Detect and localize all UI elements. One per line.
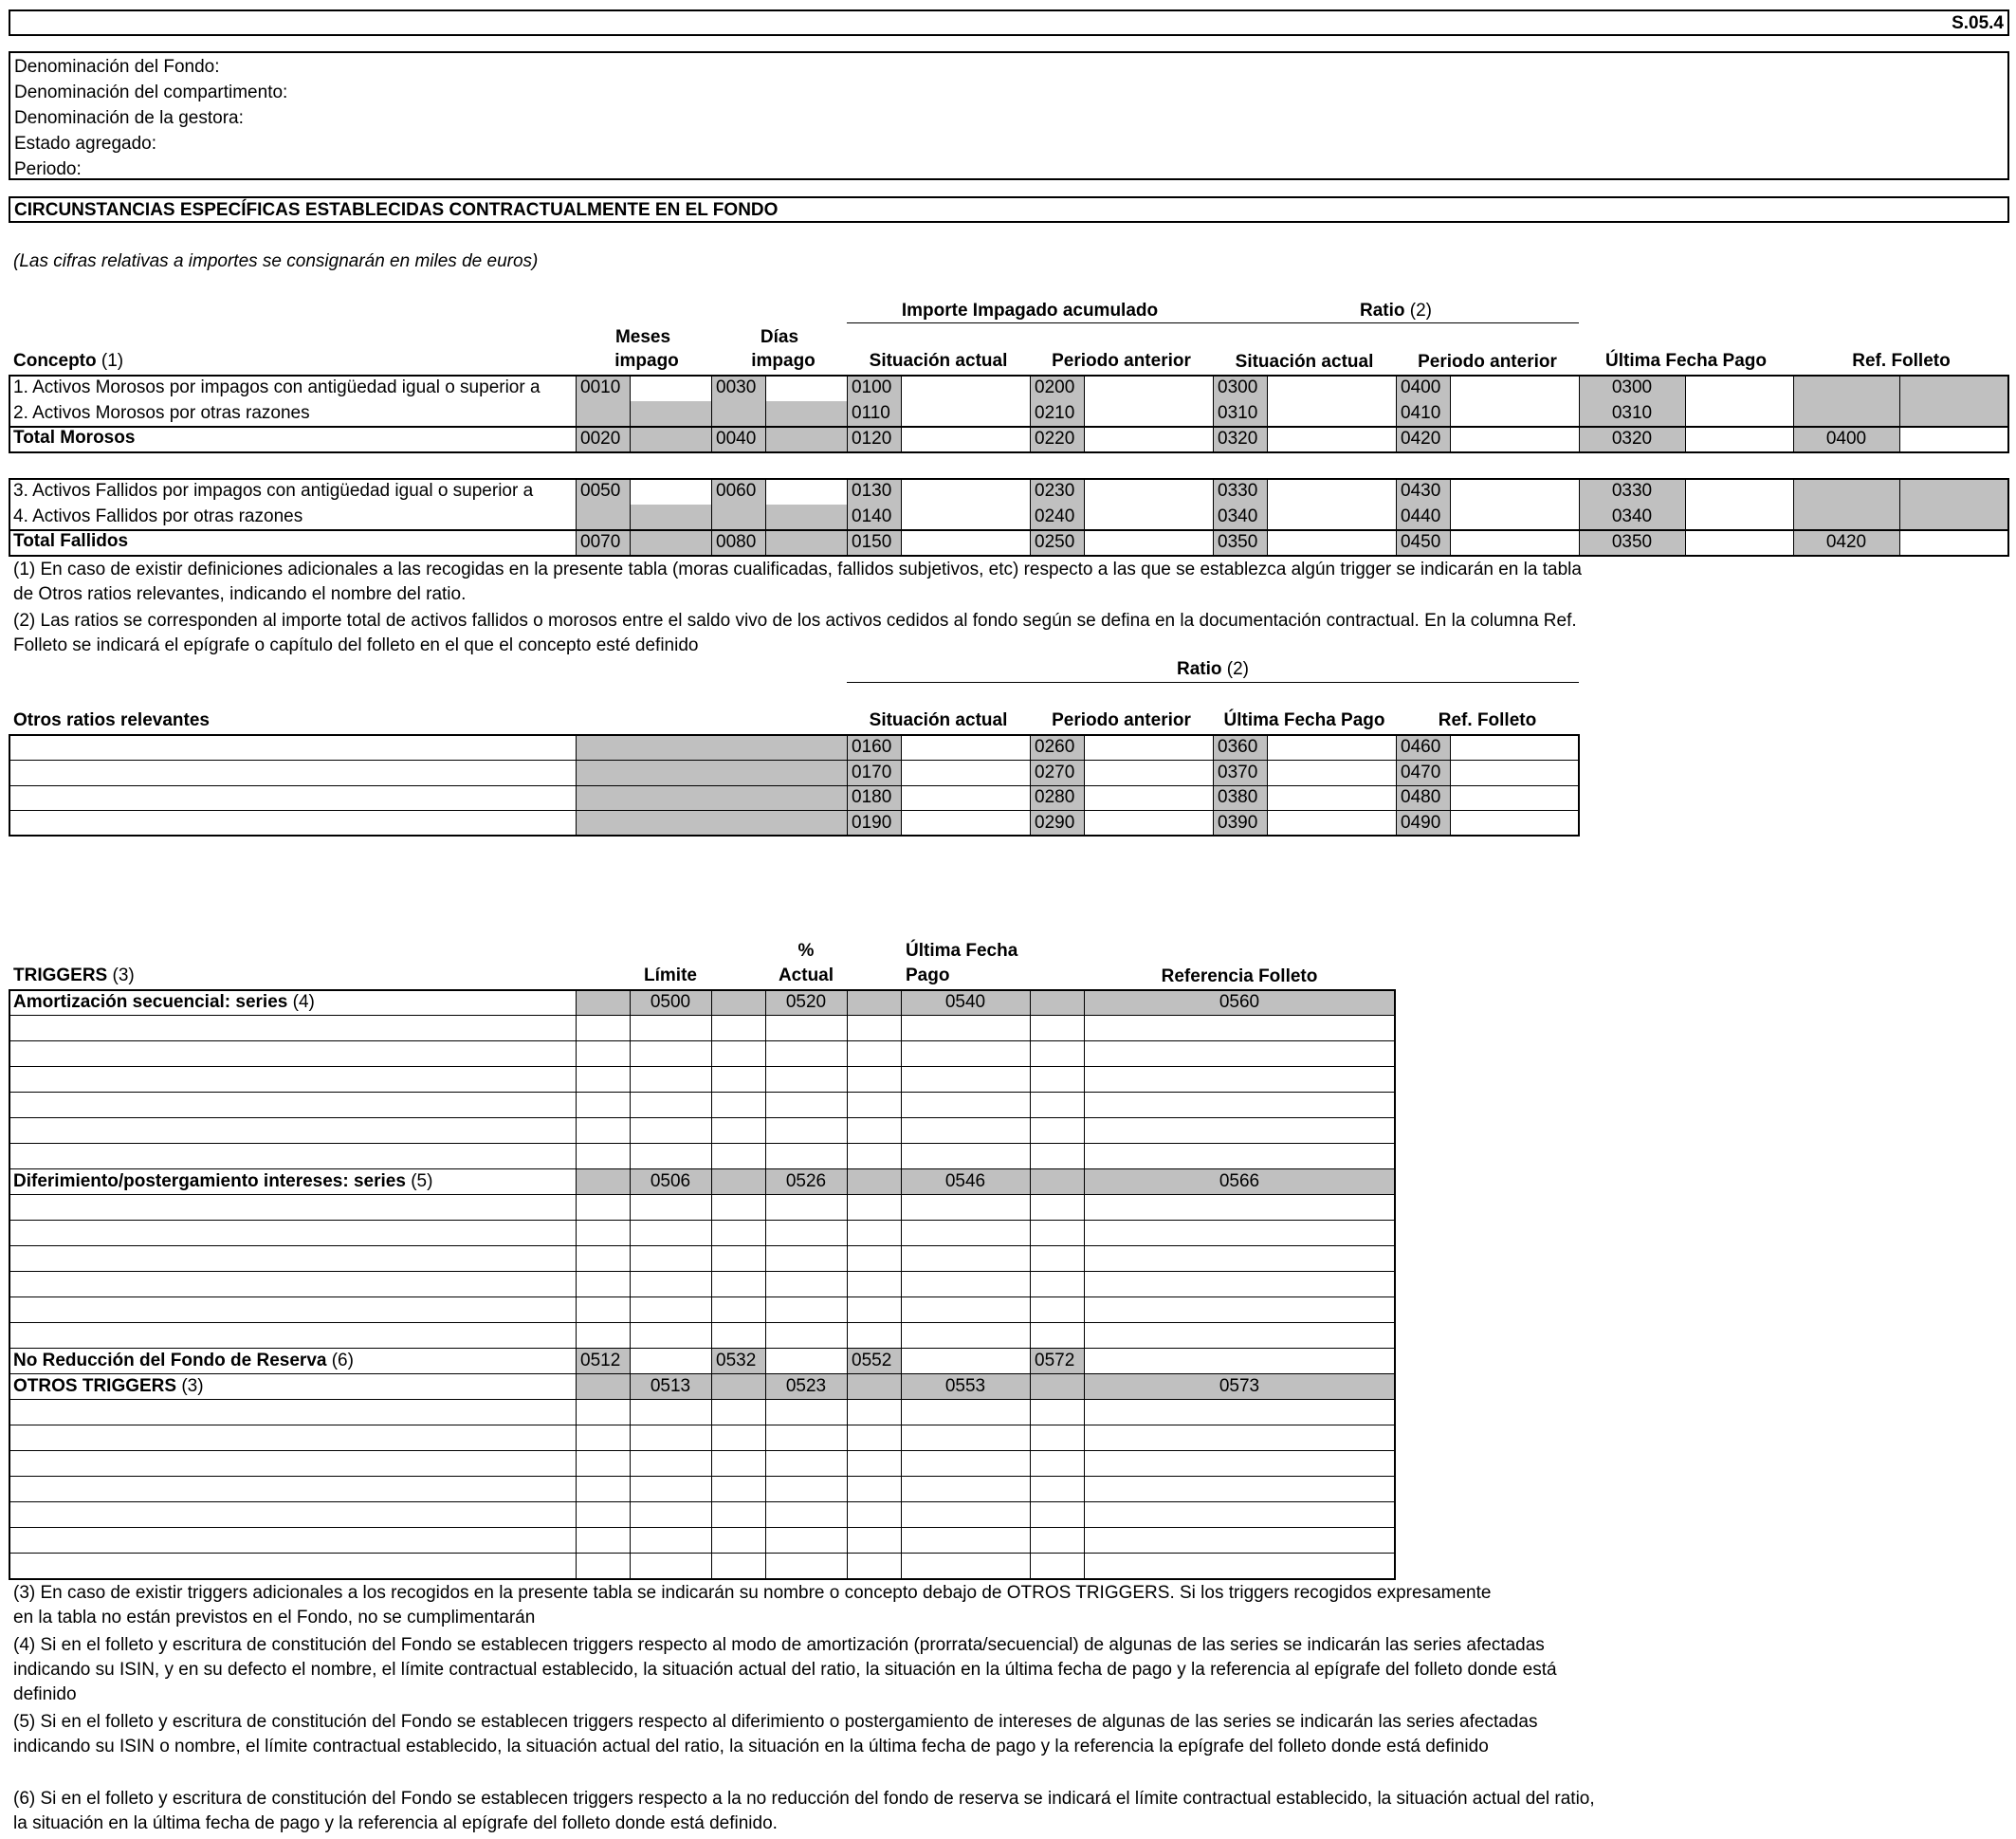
t2-code: 0270	[1035, 763, 1075, 782]
note-4: (4) Si en el folleto y escritura de constitución del Fondo se establecen triggers respecto al modo de amortización (prorrata/secuencial) de algunas de las series se indicarán las series afectadas indicando su ISIN, y en su defecto el nombre, el límite contractual establecido, la situación actual del ratio, la situación en la última fecha de pago y la referencia al epígrafe del folleto donde está definido	[13, 1635, 1557, 1704]
t1-code: 0210	[1035, 403, 1075, 423]
note-6: (6) Si en el folleto y escritura de constitución del Fondo se establecen triggers respecto a la no reducción del fondo de reserva se indicará el límite contractual establecido, la situación actual del ratio, la situación en la última fecha de pago y la referencia al epígrafe del folleto donde está definido.	[13, 1789, 1595, 1833]
form-code: S.05.4	[1952, 13, 2004, 33]
t3-code: 0520	[785, 992, 827, 1012]
t1-row-4-label: 3. Activos Fallidos por impagos con antigüedad igual o superior a	[13, 481, 534, 501]
t3-code: 0560	[1219, 992, 1260, 1012]
t3-sec-no-reduccion: No Reducción del Fondo de Reserva (6)	[13, 1351, 354, 1370]
t3-code: 0526	[785, 1171, 827, 1191]
t1-code: 0250	[1035, 532, 1075, 552]
t1-group-ratio: Ratio (2)	[1359, 301, 1432, 321]
note-3: (3) En caso de existir triggers adicionales a los recogidos en la presente tabla se indicarán su nombre o concepto debajo de OTROS TRIGGERS. Si los triggers recogidos expresamente en la tabla no están previstos en el Fondo, no se cumplimentarán	[13, 1583, 1492, 1628]
header-fields-box	[9, 51, 2009, 180]
t1-code: 0220	[1035, 429, 1075, 449]
t1-code: 0400	[1401, 377, 1441, 397]
t2-code: 0190	[852, 813, 892, 833]
t1-code: 0420	[1825, 532, 1867, 552]
t1-code: 0200	[1035, 377, 1075, 397]
t2-code: 0290	[1035, 813, 1075, 833]
t2-code: 0460	[1401, 737, 1441, 757]
t3-code: 0572	[1035, 1351, 1075, 1370]
t3-code: 0512	[580, 1351, 621, 1370]
t1-col-per-anterior-2: Periodo anterior	[1418, 352, 1557, 372]
t1-code: 0230	[1035, 481, 1075, 501]
t1-code: 0340	[1611, 506, 1653, 526]
t3-col-limite: Límite	[644, 965, 697, 985]
t3-col-ultima-2: Pago	[906, 965, 950, 985]
t3-sec-diferimiento: Diferimiento/postergamiento intereses: series (5)	[13, 1171, 433, 1191]
t1-col-ultima-fecha: Última Fecha Pago	[1605, 351, 1767, 371]
t1-col-dias-1: Días	[760, 327, 799, 347]
t1-code: 0120	[852, 429, 892, 449]
t2-group-line	[847, 682, 1579, 683]
t1-col-dias-2: impago	[751, 351, 816, 371]
t1-row-1-label: 1. Activos Morosos por impagos con antigüedad igual o superior a	[13, 377, 541, 397]
form-code-box	[9, 9, 2009, 36]
t3-code: 0566	[1219, 1171, 1260, 1191]
note-2: (2) Las ratios se corresponden al importe total de activos fallidos o morosos entre el saldo vivo de los activos cedidos al fondo según se defina en la documentación contractual. En la columna Ref. Folleto se indicará el epígrafe o capítulo del folleto en el que el concepto esté definido	[13, 611, 1577, 655]
t1-col-ref-folleto: Ref. Folleto	[1852, 351, 1951, 371]
t1-code: 0060	[716, 481, 757, 501]
t1-code: 0300	[1611, 377, 1653, 397]
t1-code: 0320	[1611, 429, 1653, 449]
section-title: CIRCUNSTANCIAS ESPECÍFICAS ESTABLECIDAS CONTRACTUALMENTE EN EL FONDO	[14, 200, 779, 220]
t2-group-ratio: Ratio (2)	[1176, 659, 1249, 679]
t2-code: 0380	[1218, 787, 1258, 807]
t1-code: 0310	[1218, 403, 1258, 423]
t2-col-per-anterior: Periodo anterior	[1052, 710, 1191, 730]
t2-col-ultima-fecha: Última Fecha Pago	[1223, 710, 1385, 730]
t2-code: 0360	[1218, 737, 1258, 757]
note-1: (1) En caso de existir definiciones adicionales a las recogidas en la presente tabla (moras cualificadas, fallidos subjetivos, etc) respecto a las que se establezca algún trigger se indicarán en la tabla de Otros ratios relevantes, indicando el nombre del ratio.	[13, 560, 1582, 604]
t3-code: 0506	[650, 1171, 691, 1191]
t3-code: 0553	[944, 1376, 986, 1396]
t3-sec-amortizacion: Amortización secuencial: series (4)	[13, 992, 315, 1012]
section-title-box	[9, 196, 2009, 223]
field-estado[interactable]: Estado agregado:	[14, 134, 157, 154]
t3-code: 0540	[944, 992, 986, 1012]
t1-col-per-anterior-1: Periodo anterior	[1052, 351, 1191, 371]
t2-code: 0490	[1401, 813, 1441, 833]
t1-group-line	[847, 322, 1579, 323]
field-compartimento[interactable]: Denominación del compartimento:	[14, 83, 288, 102]
field-gestora[interactable]: Denominación de la gestora:	[14, 108, 244, 128]
t1-row-2-label: 2. Activos Morosos por otras razones	[13, 403, 310, 423]
t2-code: 0260	[1035, 737, 1075, 757]
t1-row-6-label: Total Fallidos	[13, 531, 129, 551]
units-note: (Las cifras relativas a importes se consignarán en miles de euros)	[13, 251, 539, 271]
t1-code: 0340	[1218, 506, 1258, 526]
t3-code: 0573	[1219, 1376, 1260, 1396]
t3-col-pct-1: %	[797, 941, 815, 961]
t1-code: 0310	[1611, 403, 1653, 423]
t1-code: 0440	[1401, 506, 1441, 526]
t1-col-meses-1: Meses	[614, 327, 671, 347]
t2-code: 0370	[1218, 763, 1258, 782]
t2-title: Otros ratios relevantes	[13, 710, 210, 730]
t3-col-ultima-1: Última Fecha	[906, 941, 1018, 961]
t1-code: 0130	[852, 481, 892, 501]
t1-code: 0150	[852, 532, 892, 552]
t1-row-5-label: 4. Activos Fallidos por otras razones	[13, 506, 303, 526]
t3-sec-otros: OTROS TRIGGERS (3)	[13, 1376, 204, 1396]
t3-col-ref-folleto: Referencia Folleto	[1161, 966, 1318, 986]
t2-code: 0470	[1401, 763, 1441, 782]
t1-code: 0320	[1218, 429, 1258, 449]
t1-code: 0350	[1611, 532, 1653, 552]
t1-code: 0450	[1401, 532, 1441, 552]
t3-col-pct-2: Actual	[778, 965, 834, 985]
t3-code: 0532	[716, 1351, 757, 1370]
field-fondo[interactable]: Denominación del Fondo:	[14, 57, 220, 77]
t1-col-sit-actual-2: Situación actual	[1235, 352, 1374, 372]
t2-code: 0390	[1218, 813, 1258, 833]
t1-code: 0400	[1825, 429, 1867, 449]
t3-title: TRIGGERS (3)	[13, 965, 135, 985]
t1-col-meses-2: impago	[614, 351, 679, 371]
t1-code: 0080	[716, 532, 757, 552]
t1-code: 0420	[1401, 429, 1441, 449]
t1-code: 0050	[580, 481, 621, 501]
t2-code: 0180	[852, 787, 892, 807]
field-periodo[interactable]: Periodo:	[14, 159, 82, 179]
t1-code: 0240	[1035, 506, 1075, 526]
t1-row-3-label: Total Morosos	[13, 428, 136, 448]
t1-code: 0410	[1401, 403, 1441, 423]
note-5: (5) Si en el folleto y escritura de constitución del Fondo se establecen triggers respecto al diferimiento o postergamiento de intereses de algunas de las series se indicarán las series afectadas indicando su ISIN o nombre, el límite contractual establecido, la situación actual del ratio, la situación en la última fecha de pago y la referencia la epígrafe del folleto donde está definido	[13, 1712, 1538, 1756]
t2-code: 0160	[852, 737, 892, 757]
t1-code: 0110	[852, 403, 890, 423]
t1-code: 0010	[580, 377, 621, 397]
t3-code: 0500	[650, 992, 691, 1012]
t2-code: 0170	[852, 763, 892, 782]
t1-code: 0140	[852, 506, 892, 526]
t2-code: 0480	[1401, 787, 1441, 807]
t1-code: 0100	[852, 377, 892, 397]
t3-code: 0552	[852, 1351, 892, 1370]
t1-code: 0040	[716, 429, 757, 449]
t1-code: 0020	[580, 429, 621, 449]
t3-code: 0513	[650, 1376, 691, 1396]
t2-col-sit-actual: Situación actual	[869, 710, 1008, 730]
t1-code: 0350	[1218, 532, 1258, 552]
t1-code: 0070	[580, 532, 621, 552]
t3-code: 0546	[944, 1171, 986, 1191]
t1-col-sit-actual-1: Situación actual	[869, 351, 1008, 371]
t1-code: 0300	[1218, 377, 1258, 397]
t1-group-importe: Importe Impagado acumulado	[901, 301, 1159, 321]
t1-code: 0330	[1611, 481, 1653, 501]
t1-code: 0030	[716, 377, 757, 397]
t1-col-concepto: Concepto (1)	[13, 351, 124, 371]
t2-col-ref-folleto: Ref. Folleto	[1438, 710, 1537, 730]
t3-code: 0523	[785, 1376, 827, 1396]
t2-code: 0280	[1035, 787, 1075, 807]
t1-code: 0330	[1218, 481, 1258, 501]
t1-code: 0430	[1401, 481, 1441, 501]
